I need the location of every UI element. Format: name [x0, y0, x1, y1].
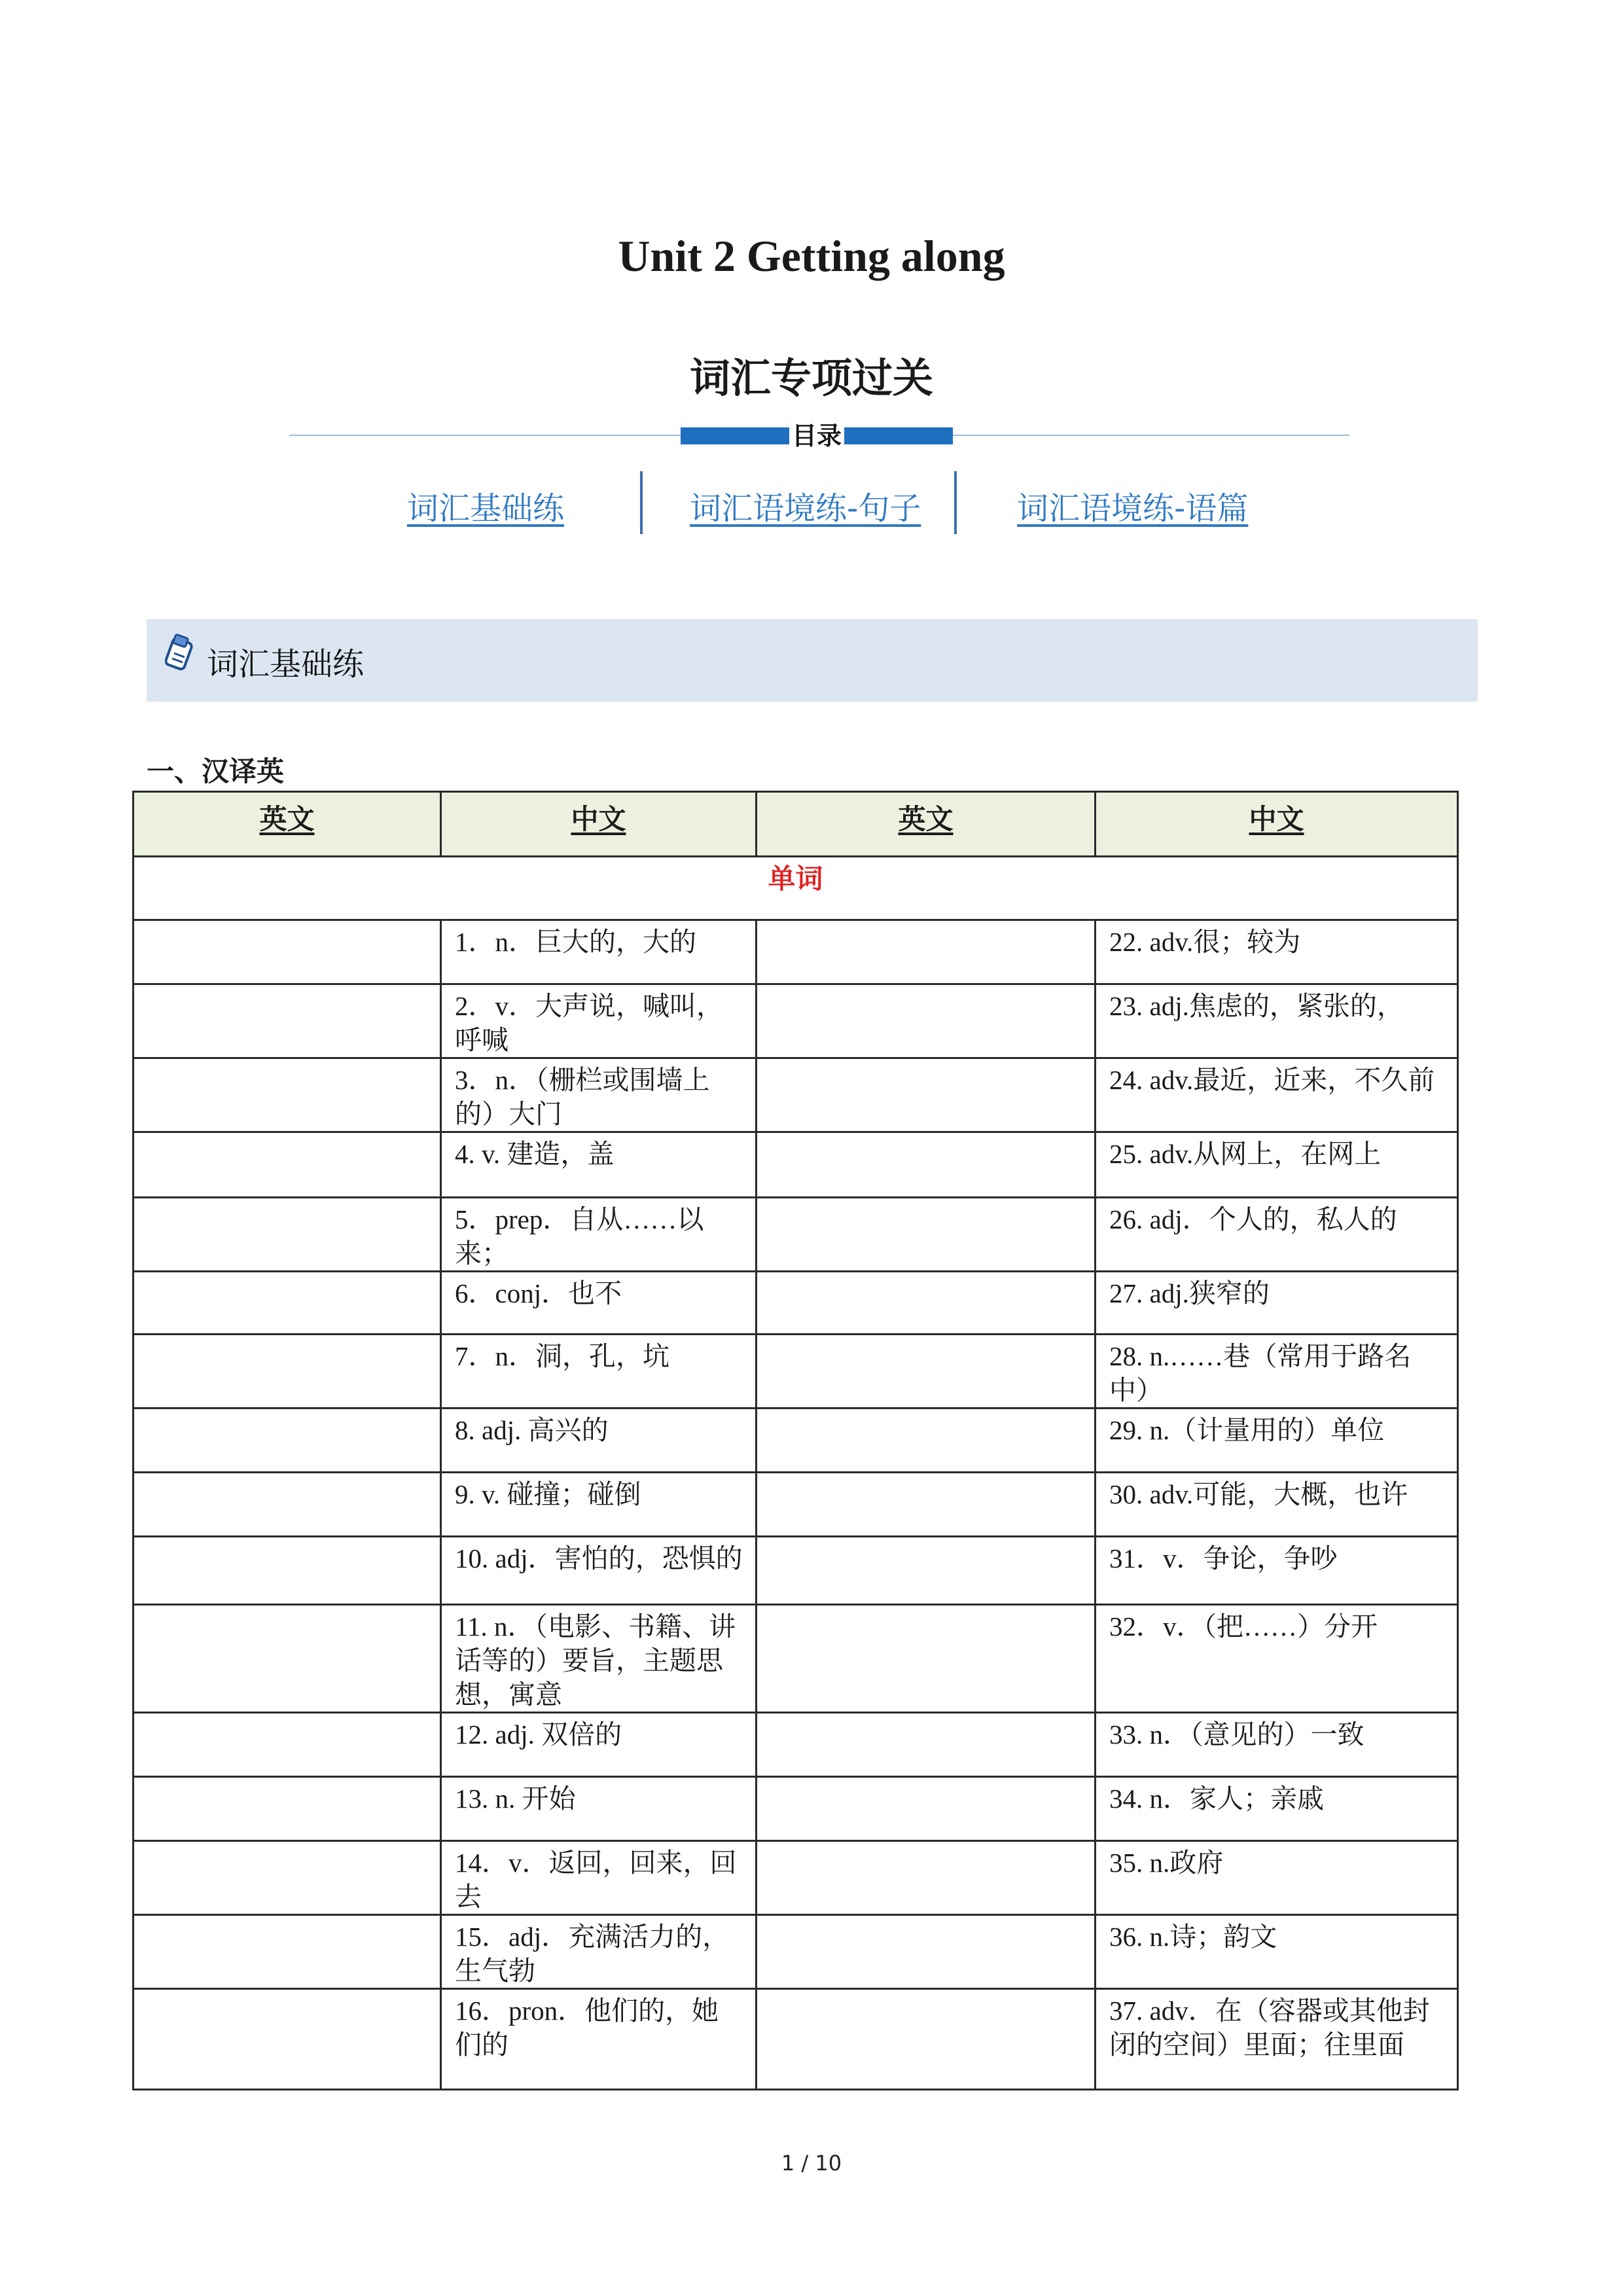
chinese-cell-right	[1096, 1537, 1458, 1605]
answer-cell-right[interactable]	[757, 1841, 1096, 1915]
answer-cell-left[interactable]	[134, 1537, 441, 1605]
chinese-cell-left	[441, 1272, 757, 1335]
chinese-cell-right	[1096, 1335, 1458, 1408]
table-row	[134, 920, 1458, 984]
answer-cell-left[interactable]	[134, 1777, 441, 1841]
answer-cell-right[interactable]	[757, 1132, 1096, 1198]
chinese-cell-right	[1096, 1777, 1458, 1841]
answer-cell-left[interactable]	[134, 1198, 441, 1272]
vocab-prompt: 7．n．洞，孔，坑	[455, 1341, 669, 1371]
chinese-cell-right	[1096, 1841, 1458, 1915]
header-english: 英文	[757, 792, 1096, 857]
answer-cell-right[interactable]	[757, 1198, 1096, 1272]
toc-separator	[640, 471, 643, 534]
answer-cell-right[interactable]	[757, 1777, 1096, 1841]
chinese-cell-left	[441, 920, 757, 984]
chinese-cell-left	[441, 1473, 757, 1537]
vocab-prompt: 11. n．（电影、书籍、讲话等的）要旨，主题思想，寓意	[455, 1611, 736, 1710]
chinese-cell-left	[441, 1713, 757, 1777]
chinese-cell-left	[441, 1198, 757, 1272]
answer-cell-left[interactable]	[134, 920, 441, 984]
page-subtitle: 词汇专项过关	[689, 354, 933, 402]
chinese-cell-left	[441, 1777, 757, 1841]
vocab-prompt: 10. adj．害怕的，恐惧的	[455, 1543, 743, 1573]
vocab-prompt: 29. n.（计量用的）单位	[1109, 1415, 1385, 1445]
table-row	[134, 1335, 1458, 1408]
chinese-cell-right	[1096, 1989, 1458, 2090]
chinese-cell-right	[1096, 1605, 1458, 1713]
header-chinese: 中文	[441, 792, 757, 857]
answer-cell-left[interactable]	[134, 1989, 441, 2090]
category-row	[134, 857, 1458, 920]
chinese-cell-left	[441, 1605, 757, 1713]
vocab-prompt: 6．conj．也不	[455, 1278, 622, 1308]
vocab-prompt: 23. adj.焦虑的，紧张的，	[1109, 991, 1404, 1021]
vocab-prompt: 3．n．（栅栏或围墙上的）大门	[455, 1065, 710, 1129]
vocab-prompt: 34. n．家人；亲戚	[1109, 1784, 1324, 1814]
table-row	[134, 1058, 1458, 1132]
answer-cell-left[interactable]	[134, 1335, 441, 1408]
vocab-prompt: 5．prep．自从……以来；	[455, 1204, 704, 1268]
chinese-cell-left	[441, 1132, 757, 1198]
toc-link-basic[interactable]: 词汇基础练	[407, 490, 565, 527]
answer-cell-left[interactable]	[134, 1713, 441, 1777]
table-row	[134, 1132, 1458, 1198]
vocab-prompt: 31．v．争论，争吵	[1109, 1543, 1338, 1573]
chinese-cell-right	[1096, 1132, 1458, 1198]
answer-cell-right[interactable]	[757, 1605, 1096, 1713]
pencil-note-icon	[165, 634, 196, 673]
answer-cell-left[interactable]	[134, 1408, 441, 1473]
chinese-cell-left	[441, 984, 757, 1058]
header-english: 英文	[134, 792, 441, 857]
vocab-prompt: 13. n. 开始	[455, 1784, 576, 1814]
chinese-cell-right	[1096, 1058, 1458, 1132]
table-row	[134, 1408, 1458, 1473]
vocab-prompt: 30. adv.可能，大概，也许	[1109, 1479, 1408, 1509]
toc-divider-right	[953, 435, 1349, 436]
answer-cell-right[interactable]	[757, 1272, 1096, 1335]
table-row	[134, 1713, 1458, 1777]
vocab-prompt: 12. adj. 双倍的	[455, 1719, 622, 1749]
chinese-cell-right	[1096, 1915, 1458, 1989]
answer-cell-right[interactable]	[757, 1473, 1096, 1537]
vocab-prompt: 16．pron．他们的，她们的	[455, 1996, 719, 2060]
chinese-cell-left	[441, 1408, 757, 1473]
vocab-prompt: 28. n.……巷（常用于路名中）	[1109, 1341, 1412, 1405]
section-header	[147, 619, 1478, 702]
table-row	[134, 1915, 1458, 1989]
answer-cell-left[interactable]	[134, 1605, 441, 1713]
toc-link-sentence[interactable]: 词汇语境练-句子	[690, 490, 921, 527]
chinese-cell-right	[1096, 1272, 1458, 1335]
answer-cell-left[interactable]	[134, 1473, 441, 1537]
answer-cell-right[interactable]	[757, 1537, 1096, 1605]
category-label: 单词	[134, 857, 1458, 920]
toc-separator	[954, 471, 957, 534]
toc-link-passage[interactable]: 词汇语境练-语篇	[1017, 490, 1249, 527]
table-row	[134, 1272, 1458, 1335]
vocab-prompt: 27. adj.狭窄的	[1109, 1278, 1270, 1308]
vocab-prompt: 26. adj．个人的，私人的	[1109, 1204, 1397, 1234]
answer-cell-left[interactable]	[134, 1915, 441, 1989]
chinese-cell-right	[1096, 1408, 1458, 1473]
section-title: 词汇基础练	[207, 646, 365, 683]
vocab-prompt: 1．n．巨大的，大的	[455, 927, 696, 957]
answer-cell-right[interactable]	[757, 1989, 1096, 2090]
table-row	[134, 984, 1458, 1058]
table-row	[134, 1537, 1458, 1605]
vocab-prompt: 36. n.诗；韵文	[1109, 1922, 1277, 1952]
table-row	[134, 1989, 1458, 2090]
vocab-prompt: 22. adv.很；较为	[1109, 927, 1301, 957]
header-chinese: 中文	[1096, 792, 1458, 857]
answer-cell-right[interactable]	[757, 1335, 1096, 1408]
chinese-cell-right	[1096, 1713, 1458, 1777]
chinese-cell-right	[1096, 1473, 1458, 1537]
table-row	[134, 1473, 1458, 1537]
table-header-row	[134, 792, 1458, 857]
vocab-prompt: 32．v．（把……）分开	[1109, 1611, 1378, 1641]
toc-label	[681, 418, 953, 454]
vocab-prompt: 9. v. 碰撞；碰倒	[455, 1479, 641, 1509]
chinese-cell-left	[441, 1989, 757, 2090]
chinese-cell-right	[1096, 1198, 1458, 1272]
answer-cell-right[interactable]	[757, 920, 1096, 984]
vocab-prompt: 15．adj．充满活力的，生气勃	[455, 1922, 730, 1986]
vocab-prompt: 37. adv．在（容器或其他封闭的空间）里面；往里面	[1109, 1996, 1430, 2060]
vocab-prompt: 35. n.政府	[1109, 1848, 1224, 1878]
table-row	[134, 1605, 1458, 1713]
answer-cell-left[interactable]	[134, 984, 441, 1058]
vocab-prompt: 2．v．大声说，喊叫，呼喊	[455, 991, 723, 1055]
vocab-prompt: 4. v. 建造，盖	[455, 1139, 615, 1169]
vocab-table	[132, 791, 1459, 2090]
answer-cell-right[interactable]	[757, 1408, 1096, 1473]
page-number: 1 / 10	[781, 2151, 842, 2176]
part-heading: 一、汉译英	[147, 755, 285, 787]
chinese-cell-left	[441, 1537, 757, 1605]
vocab-prompt: 8. adj. 高兴的	[455, 1415, 609, 1445]
vocab-prompt: 14．v．返回，回来，回去	[455, 1848, 737, 1912]
toc-divider-left	[289, 435, 681, 436]
answer-cell-left[interactable]	[134, 1272, 441, 1335]
table-row	[134, 1198, 1458, 1272]
table-row	[134, 1777, 1458, 1841]
chinese-cell-left	[441, 1841, 757, 1915]
chinese-cell-right	[1096, 984, 1458, 1058]
answer-cell-right[interactable]	[757, 1713, 1096, 1777]
answer-cell-left[interactable]	[134, 1058, 441, 1132]
answer-cell-left[interactable]	[134, 1841, 441, 1915]
page-title: Unit 2 Getting along	[618, 231, 1005, 281]
answer-cell-right[interactable]	[757, 984, 1096, 1058]
table-row	[134, 1841, 1458, 1915]
answer-cell-right[interactable]	[757, 1058, 1096, 1132]
chinese-cell-left	[441, 1335, 757, 1408]
vocab-prompt: 33. n．（意见的）一致	[1109, 1719, 1364, 1749]
answer-cell-right[interactable]	[757, 1915, 1096, 1989]
vocab-prompt: 25. adv.从网上，在网上	[1109, 1139, 1382, 1169]
vocab-prompt: 24. adv.最近，近来，不久前	[1109, 1065, 1435, 1095]
answer-cell-left[interactable]	[134, 1132, 441, 1198]
chinese-cell-right	[1096, 920, 1458, 984]
toc-label-text: 目录	[789, 422, 844, 450]
chinese-cell-left	[441, 1915, 757, 1989]
chinese-cell-left	[441, 1058, 757, 1132]
